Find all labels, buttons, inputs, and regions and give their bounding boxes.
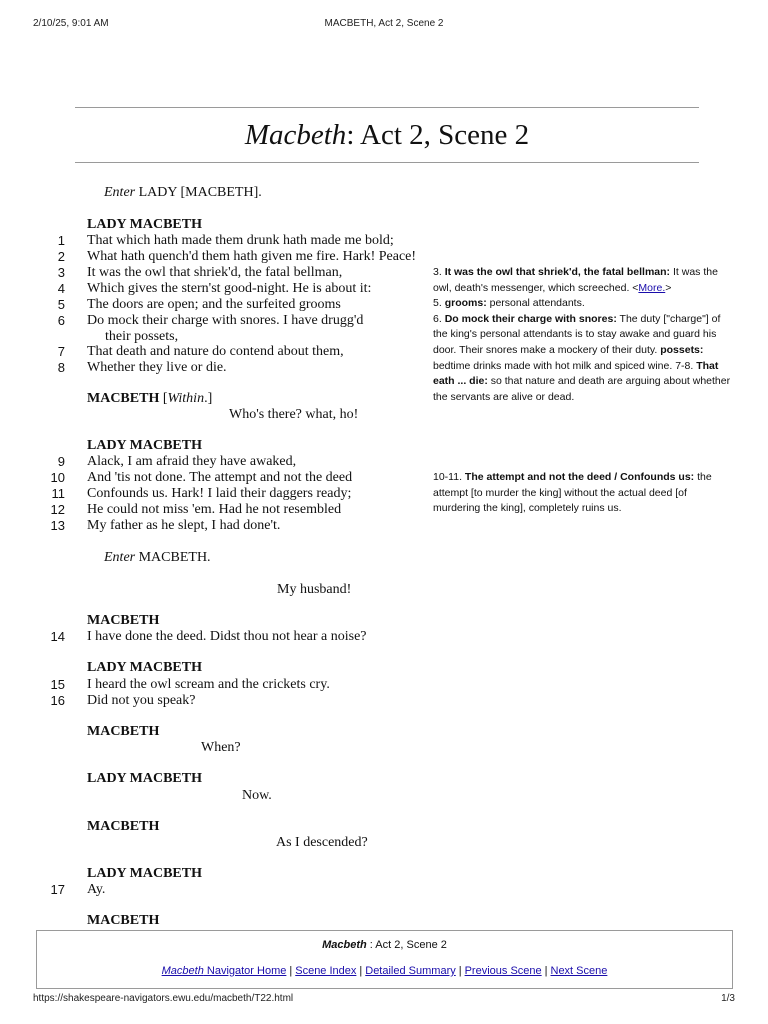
note-text: personal attendants.	[486, 297, 585, 310]
navigator-title	[37, 939, 732, 951]
line-number: 9	[57, 454, 65, 469]
note-text: the attempt [to murder the king] without the actual deed [of murdering the king], completely ruins us.	[433, 471, 712, 515]
print-page-number: 1/3	[721, 993, 735, 1004]
note-term: Do mock their charge with snores:	[444, 312, 617, 325]
note-term: That eath ... die:	[433, 359, 719, 388]
line-number: 4	[57, 281, 65, 296]
verse-line: Do mock their charge with snores. I have drugg'd	[87, 313, 364, 328]
line-number: 12	[50, 502, 65, 517]
note-term: The attempt and not the deed / Confounds us:	[464, 471, 695, 483]
navigator-title-scene: : Act 2, Scene 2	[366, 939, 447, 951]
note-number: 3.	[433, 266, 445, 278]
link-separator: |	[359, 965, 363, 977]
note-text: so that nature and death are arguing about whether the servants are alive or dead.	[433, 375, 731, 403]
speaker-lady-macbeth: LADY MACBETH	[87, 660, 202, 675]
line-number: 15	[50, 677, 65, 692]
verse-line: That which hath made them drunk hath made me bold;	[87, 233, 394, 248]
speaker-macbeth	[87, 391, 212, 407]
line-number: 2	[57, 249, 65, 264]
line-number: 1	[57, 233, 65, 248]
speaker-macbeth: MACBETH	[87, 913, 160, 928]
title-play-name: Macbeth	[244, 119, 347, 151]
line-number: 13	[50, 518, 65, 533]
bracket: [	[159, 391, 168, 406]
note-more-link[interactable]: More.	[638, 281, 666, 294]
line-number: 5	[57, 297, 65, 312]
link-separator: |	[289, 965, 293, 977]
next-scene-link[interactable]: Next Scene	[550, 965, 608, 977]
print-doc-title: MACBETH, Act 2, Scene 2	[324, 18, 444, 29]
verse-line-split: As I descended?	[276, 835, 368, 850]
note-text: bedtime drinks made with hot milk and spiced wine. 7-8.	[433, 359, 697, 372]
speaker-lady-macbeth: LADY MACBETH	[87, 771, 202, 786]
note-term: possets:	[660, 343, 704, 356]
note-line-5	[433, 296, 733, 312]
navigator-home-link[interactable]	[162, 965, 287, 977]
verse-line: I have done the deed. Didst thou not hear a noise?	[87, 629, 367, 644]
note-text: The duty ["charge"] of the king's personal attendants is to stay awake and guard his door. Their snores make a mockery of their duty.	[433, 312, 721, 356]
navigator-home-play: Macbeth	[161, 965, 204, 977]
line-number: 6	[57, 313, 65, 328]
title-act-scene: : Act 2, Scene 2	[346, 119, 530, 151]
navigator-links	[37, 965, 732, 977]
title-bottom-rule	[75, 162, 699, 163]
line-number: 17	[50, 882, 65, 897]
scene-index-link[interactable]: Scene Index	[295, 965, 357, 977]
speaker-macbeth: MACBETH	[87, 819, 160, 834]
note-line-3	[433, 265, 733, 296]
line-number: 10	[50, 470, 65, 485]
verse-line: I heard the owl scream and the crickets cry.	[87, 677, 330, 692]
note-line-6	[433, 312, 733, 406]
note-number: 5.	[433, 297, 445, 310]
line-number: 14	[50, 629, 65, 644]
stage-within: Within	[167, 391, 205, 406]
speaker-name: MACBETH	[87, 391, 160, 406]
speaker-macbeth: MACBETH	[87, 724, 160, 739]
note-line-10-11	[433, 470, 733, 517]
stage-enter-who: MACBETH.	[135, 550, 211, 565]
print-datetime: 2/10/25, 9:01 AM	[33, 18, 109, 29]
detailed-summary-link[interactable]: Detailed Summary	[365, 965, 456, 977]
verse-line: My father as he slept, I had done't.	[87, 518, 281, 533]
verse-line: It was the owl that shriek'd, the fatal bellman,	[87, 265, 343, 280]
note-number: 10-11.	[433, 471, 465, 483]
verse-line: Alack, I am afraid they have awaked,	[87, 454, 297, 469]
verse-line: And 'tis not done. The attempt and not the deed	[87, 470, 353, 485]
stage-enter-word: Enter	[104, 185, 136, 200]
verse-line-split: When?	[201, 740, 241, 755]
note-number: 6.	[433, 312, 445, 325]
link-separator: |	[458, 965, 462, 977]
verse-line: He could not miss 'em. Had he not resembled	[87, 502, 342, 517]
speaker-lady-macbeth: LADY MACBETH	[87, 438, 202, 453]
verse-line-continuation: their possets,	[105, 329, 179, 344]
line-number: 11	[51, 486, 65, 501]
note-text: >	[665, 281, 672, 294]
verse-line: Confounds us. Hark! I laid their daggers ready;	[87, 486, 352, 501]
line-number: 7	[57, 344, 65, 359]
notes-block-lines-3-8	[433, 265, 733, 405]
link-separator: |	[544, 965, 548, 977]
stage-direction-enter-macbeth	[104, 550, 211, 566]
speaker-macbeth: MACBETH	[87, 613, 160, 628]
print-footer	[33, 993, 735, 1007]
bracket: .]	[204, 391, 213, 406]
line-number: 3	[57, 265, 65, 280]
verse-line: That death and nature do contend about them,	[87, 344, 344, 359]
verse-line: Which gives the stern'st good-night. He is about it:	[87, 281, 372, 296]
verse-line: Did not you speak?	[87, 693, 196, 708]
verse-line-split: My husband!	[277, 582, 352, 597]
verse-line: Ay.	[87, 882, 106, 897]
previous-scene-link[interactable]: Previous Scene	[464, 965, 542, 977]
print-url: https://shakespeare-navigators.ewu.edu/macbeth/T22.html	[33, 993, 294, 1004]
print-header	[33, 18, 735, 32]
speaker-lady-macbeth: LADY MACBETH	[87, 217, 202, 232]
note-term: It was the owl that shriek'd, the fatal bellman:	[444, 266, 671, 278]
verse-line-split: Now.	[242, 788, 272, 803]
line-number: 8	[57, 360, 65, 375]
speaker-lady-macbeth: LADY MACBETH	[87, 866, 202, 881]
notes-block-lines-10-11	[433, 470, 733, 517]
line-number: 16	[50, 693, 65, 708]
stage-enter-word: Enter	[104, 550, 136, 565]
page-title	[75, 116, 699, 154]
navigator-home-text: Navigator Home	[203, 965, 287, 977]
navigator-title-play: Macbeth	[322, 939, 367, 951]
verse-line: Whether they live or die.	[87, 360, 227, 375]
title-top-rule	[75, 107, 699, 108]
stage-direction-enter-lady	[104, 185, 262, 201]
verse-line-split: Who's there? what, ho!	[229, 407, 359, 422]
stage-enter-who: LADY [MACBETH].	[135, 185, 262, 200]
verse-line: What hath quench'd them hath given me fire. Hark! Peace!	[87, 249, 417, 264]
note-text: It was the owl, death's messenger, which screeched. <	[433, 266, 718, 294]
verse-line: The doors are open; and the surfeited grooms	[87, 297, 341, 312]
note-term: grooms:	[444, 297, 487, 310]
navigator-box	[36, 930, 733, 989]
